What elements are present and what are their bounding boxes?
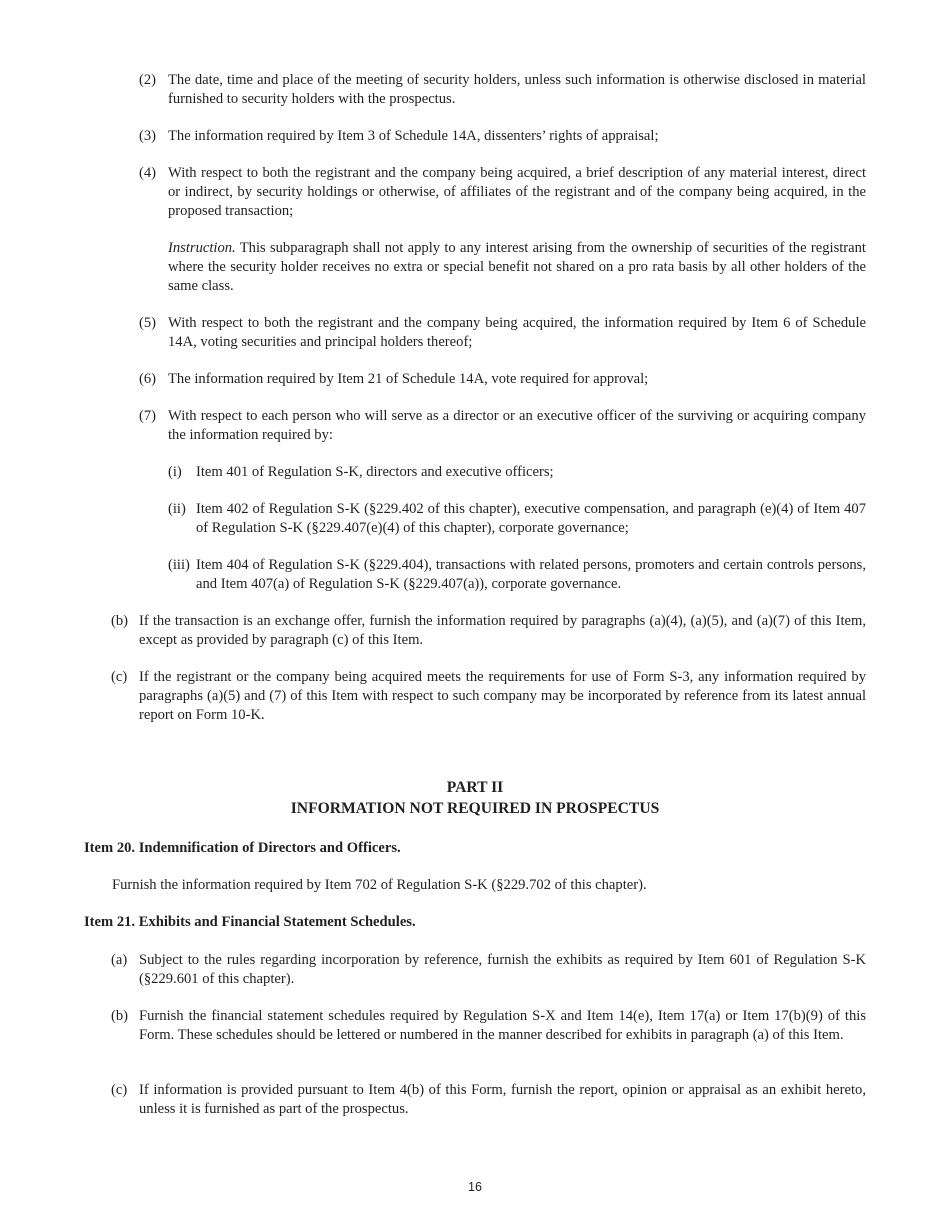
list-item-a3 — [139, 127, 866, 146]
item-text: Item 402 of Regulation S-K (§229.402 of this chapter), executive compensation, and paragraph (e)(4) of Item 407 of Regulation S-K (§229.407(e)(4) of this chapter), corporate governance; — [196, 501, 866, 536]
item-label: (ii) — [168, 501, 186, 517]
item-label: (c) — [111, 1082, 128, 1098]
item-text: With respect to both the registrant and the company being acquired, a brief description of any material interest, direct or indirect, by security holdings or otherwise, of affiliates of the registrant and of the company being acquired, in the proposed transaction; — [168, 165, 866, 219]
list-item-a7-iii — [168, 556, 866, 594]
item-label: (3) — [139, 128, 157, 144]
instruction-paragraph — [168, 239, 866, 295]
item-label: (a) — [111, 952, 128, 968]
item-20-text: Furnish the information required by Item 702 of Regulation S-K (§229.702 of this chapter). — [112, 877, 647, 893]
item-label: (2) — [139, 72, 157, 88]
list-item-a4 — [139, 164, 866, 220]
item-21-b — [111, 1007, 866, 1045]
item-text: If the transaction is an exchange offer, furnish the information required by paragraphs (a)(4), (a)(5), and (a)(7) of this Item, except as provided by paragraph (c) of this Item. — [139, 613, 866, 648]
item-label: (c) — [111, 669, 128, 685]
item-label: (b) — [111, 1008, 129, 1024]
list-item-b — [111, 612, 866, 650]
list-item-a7 — [139, 407, 866, 445]
part-subtitle: INFORMATION NOT REQUIRED IN PROSPECTUS — [290, 800, 660, 817]
item-text: Subject to the rules regarding incorporation by reference, furnish the exhibits as required by Item 601 of Regulation S-K (§229.601 of this chapter). — [139, 952, 866, 987]
item-21-a — [111, 951, 866, 989]
page-number: 16 — [468, 1180, 482, 1194]
list-item-a2 — [139, 71, 866, 109]
list-item-c — [111, 668, 866, 724]
item-20-heading: Item 20. Indemnification of Directors and Officers. — [84, 840, 401, 856]
item-label: (6) — [139, 371, 157, 387]
item-label: (b) — [111, 613, 129, 629]
item-text: Item 404 of Regulation S-K (§229.404), transactions with related persons, promoters and certain controls persons, and Item 407(a) of Regulation S-K (§229.407(a)), corporate governance. — [196, 557, 866, 592]
item-label: (4) — [139, 165, 157, 181]
item-text: Furnish the financial statement schedules required by Regulation S-X and Item 14(e), Item 17(a) or Item 17(b)(9) of this Form. These schedules should be lettered or numbered in the manner described for exhibits in paragraph (a) of this Item. — [139, 1008, 866, 1043]
item-label: (iii) — [168, 557, 190, 573]
item-text: Item 401 of Regulation S-K, directors and executive officers; — [196, 464, 554, 480]
instruction-lead: Instruction. — [168, 240, 236, 256]
list-item-a5 — [139, 314, 866, 352]
item-21-heading: Item 21. Exhibits and Financial Statement Schedules. — [84, 914, 416, 930]
item-21-c — [111, 1081, 866, 1119]
list-item-a7-i — [168, 463, 866, 482]
list-item-a7-ii — [168, 500, 866, 538]
item-label: (i) — [168, 464, 182, 480]
item-text: With respect to both the registrant and the company being acquired, the information required by Item 6 of Schedule 14A, voting securities and principal holders thereof; — [168, 315, 866, 350]
part-title: PART II — [446, 779, 504, 796]
item-text: The date, time and place of the meeting of security holders, unless such information is otherwise disclosed in material furnished to security holders with the prospectus. — [168, 72, 866, 107]
item-text: The information required by Item 3 of Schedule 14A, dissenters’ rights of appraisal; — [168, 128, 659, 144]
item-text: With respect to each person who will serve as a director or an executive officer of the surviving or acquiring company the information required by: — [168, 408, 866, 443]
item-text: The information required by Item 21 of Schedule 14A, vote required for approval; — [168, 371, 649, 387]
instruction-text: This subparagraph shall not apply to any interest arising from the ownership of securities of the registrant where the security holder receives no extra or special benefit not shared on a pro rata basis by all other holders of the same class. — [168, 240, 866, 294]
item-label: (7) — [139, 408, 157, 424]
item-text: If the registrant or the company being acquired meets the requirements for use of Form S-3, any information required by paragraphs (a)(5) and (7) of this Item with respect to such company may be incorporated by reference from its latest annual report on Form 10-K. — [139, 669, 866, 723]
item-label: (5) — [139, 315, 157, 331]
list-item-a6 — [139, 370, 866, 389]
item-text: If information is provided pursuant to Item 4(b) of this Form, furnish the report, opinion or appraisal as an exhibit hereto, unless it is furnished as part of the prospectus. — [139, 1082, 866, 1117]
